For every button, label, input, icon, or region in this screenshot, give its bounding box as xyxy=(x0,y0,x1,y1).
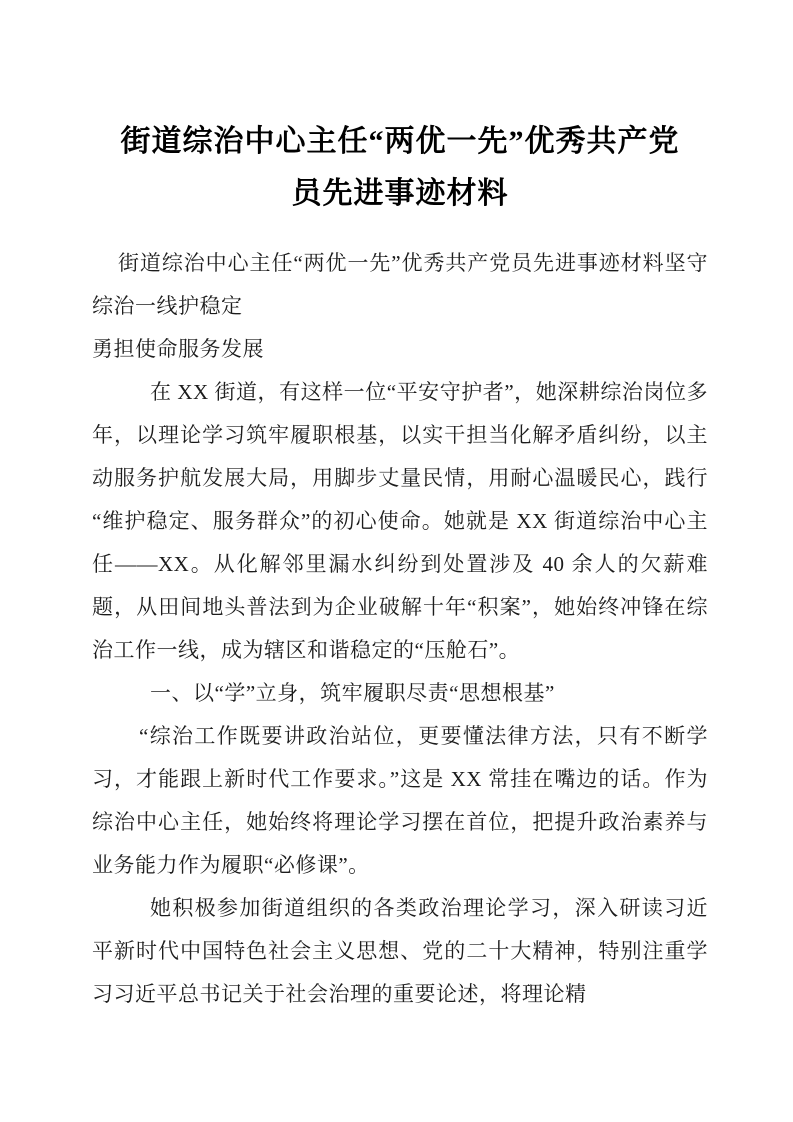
paragraph-subtitle-part-2: 勇担使命服务发展 xyxy=(92,337,264,361)
document-title-line-2: 员先进事迹材料 xyxy=(291,177,509,210)
document-body xyxy=(92,242,708,1016)
document-title xyxy=(92,116,708,220)
document-title-line-1: 街道综治中心主任“两优一先”优秀共产党 xyxy=(120,125,680,158)
paragraph-theory-study: 她积极参加街道组织的各类政治理论学习，深入研读习近平新时代中国特色社会主义思想、党的二十大精神，特别注重学习习近平总书记关于社会治理的重要论述，将理论精 xyxy=(92,896,708,1006)
paragraph-introduction: 在 XX 街道，有这样一位“平安守护者”，她深耕综治岗位多年，以理论学习筑牢履职根基，以实干担当化解矛盾纠纷，以主动服务护航发展大局，用脚步丈量民情，用耐心温暖民心，践行“维护稳定、服务群众”的初心使命。她就是 XX 街道综治中心主任——XX。从化解邻里漏水纠纷到处置涉及 40 余人的欠薪难题，从田间地头普法到为企业破解十年“积案”，她始终冲锋在综治工作一线，成为辖区和谐稳定的“压舱石”。 xyxy=(92,380,708,662)
section-heading-1: 一、以“学”立身，筑牢履职尽责“思想根基” xyxy=(150,681,555,705)
paragraph-subtitle-part-1: 街道综治中心主任“两优一先”优秀共产党员先进事迹材料坚守综治一线护稳定 xyxy=(92,251,708,318)
paragraph-quote-learning: “综治工作既要讲政治站位，更要懂法律方法，只有不断学习，才能跟上新时代工作要求。”这是 XX 常挂在嘴边的话。作为综治中心主任，她始终将理论学习摆在首位，把提升政治素养与业务能力作为履职“必修课”。 xyxy=(92,724,708,877)
